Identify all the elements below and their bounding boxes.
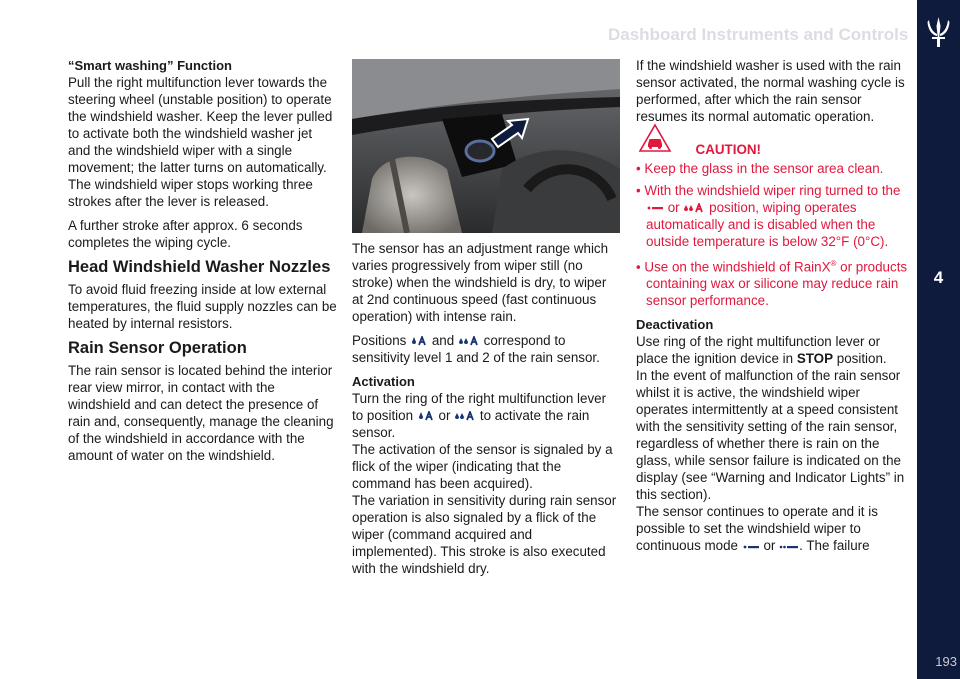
caution-item: • Keep the glass in the sensor area clean. xyxy=(636,161,884,176)
page-number: 193 xyxy=(935,654,957,669)
car-warning-triangle-icon xyxy=(638,123,672,153)
caution-item: • With the windshield wiper ring turned to the or position, wiping operates automatically and is disabled when the outside temperature is below 32°F (0°C). xyxy=(636,183,901,249)
smart-washing-heading: “Smart washing” Function xyxy=(68,58,232,73)
rain-sensor-level2-icon xyxy=(454,411,476,421)
continuous-paragraph: The sensor continues to operate and it is possible to set the windshield wiper to continuous mode or . The failure xyxy=(636,504,878,554)
rain-sensor-level1-icon xyxy=(417,411,435,421)
chapter-number: 4 xyxy=(933,268,944,287)
paragraph: If the windshield washer is used with the rain sensor activated, the normal washing cycle is performed, after which the rain sensor resumes its normal automatic operation. xyxy=(636,58,905,124)
column-left xyxy=(68,57,338,464)
activation-heading: Activation xyxy=(352,374,415,389)
rain-sensor-level1-icon xyxy=(410,336,428,346)
paragraph: The activation of the sensor is signaled by a flick of the wiper (indicating that the command has been acquired). xyxy=(352,442,613,491)
positions-paragraph: Positions and correspond to sensitivity level 1 and 2 of the rain sensor. xyxy=(352,333,600,365)
rain-sensor-level2-icon xyxy=(458,336,480,346)
car-interior-image xyxy=(352,59,620,233)
wiper-continuous-icon xyxy=(646,204,664,212)
deactivation-paragraph: Use ring of the right multifunction lever or place the ignition device in STOP position. xyxy=(636,334,887,367)
column-right xyxy=(636,57,911,554)
paragraph: The variation in sensitivity during rain sensor operation is also signaled by a flick of the wiper (command acquired and implemented). This stroke is also executed with the windshield dry. xyxy=(352,493,617,576)
rain-sensor-heading: Rain Sensor Operation xyxy=(68,339,247,357)
wiper-continuous-icon xyxy=(742,543,760,551)
paragraph: The windshield wiper stops working three strokes after the lever is released. xyxy=(68,177,313,209)
paragraph: To avoid fluid freezing inside at low external temperatures, the fluid supply nozzles can be heated by internal resistors. xyxy=(68,282,337,331)
rain-sensor-level2-icon xyxy=(683,203,705,213)
nozzles-heading: Head Windshield Washer Nozzles xyxy=(68,258,331,276)
paragraph: The sensor has an adjustment range which varies progressively from wiper still (no stroke) when the windshield is dry, to wiper at 2nd continuous speed (fast continuous operation) with intense rain. xyxy=(352,241,609,324)
paragraph: Pull the right multifunction lever towards the steering wheel (unstable position) to operate the windshield washer. Keep the lever pulled to activate both the windshield washer jet and the windshield wiper with a single movement; the latter turns on automatically. xyxy=(68,75,333,175)
wiper-fast-continuous-icon xyxy=(779,543,799,551)
deactivation-heading: Deactivation xyxy=(636,317,714,333)
caution-list xyxy=(636,160,911,309)
caution-item: • Use on the windshield of RainX® or products containing wax or silicone may reduce rain sensor performance. xyxy=(636,259,908,309)
paragraph: A further stroke after approx. 6 seconds completes the wiping cycle. xyxy=(68,218,303,250)
paragraph: The rain sensor is located behind the interior rear view mirror, in contact with the windshield and can detect the presence of rain and, consequently, manage the cleaning of the windshield in accordance with the amount of water on the windshield. xyxy=(68,363,334,463)
column-middle xyxy=(352,240,620,577)
paragraph: In the event of malfunction of the rain sensor whilst it is active, the windshield wiper operates intermittently at a speed consistent with the sensitivity setting of the rain sensor, regardless of whether there is rain on the glass, while sensor failure is indicated on the display (see “Warning and Indicator Lights” in this section). xyxy=(636,368,905,503)
section-title: Dashboard Instruments and Controls xyxy=(608,25,909,44)
rain-sensor-photo xyxy=(352,59,620,233)
activation-paragraph: Turn the ring of the right multifunction lever to position or to activate the rain sensor. xyxy=(352,391,607,440)
caution-heading: CAUTION! xyxy=(636,141,911,158)
chapter-sidebar xyxy=(917,0,960,679)
maserati-trident-logo xyxy=(917,14,960,50)
